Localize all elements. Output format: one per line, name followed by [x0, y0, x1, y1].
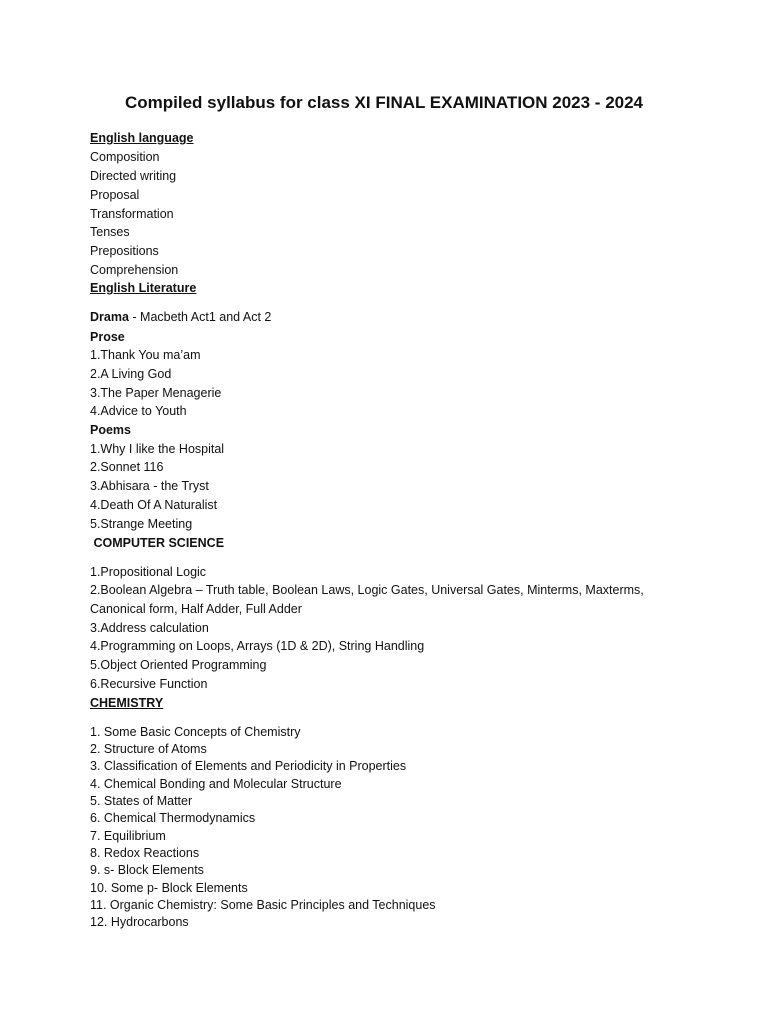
list-item: 3.Address calculation: [90, 621, 209, 635]
poems-label: Poems: [90, 423, 131, 437]
list-item: Prepositions: [90, 244, 159, 258]
list-item: 2.A Living God: [90, 367, 172, 381]
drama-text: - Macbeth Act1 and Act 2: [128, 310, 272, 324]
list-item: 4.Programming on Loops, Arrays (1D & 2D), String Handling: [90, 639, 425, 653]
list-item: 7. Equilibrium: [90, 829, 166, 843]
list-item: Directed writing: [90, 169, 177, 183]
list-item: 5.Strange Meeting: [90, 517, 193, 531]
document-title: Compiled syllabus for class XI FINAL EXAMINATION 2023 - 2024: [124, 93, 644, 112]
list-item: 3. Classification of Elements and Periodicity in Properties: [90, 759, 407, 773]
list-item: 3.The Paper Menagerie: [90, 386, 222, 400]
list-item: Tenses: [90, 225, 130, 239]
prose-label: Prose: [90, 330, 125, 344]
list-item: 4.Death Of A Naturalist: [90, 498, 218, 512]
list-item: 6. Chemical Thermodynamics: [90, 811, 256, 825]
list-item: 2.Sonnet 116: [90, 460, 164, 474]
list-item: 1.Thank You ma’am: [90, 348, 201, 362]
list-item: 1. Some Basic Concepts of Chemistry: [90, 725, 301, 739]
list-item: 4. Chemical Bonding and Molecular Structure: [90, 777, 342, 791]
drama-label: Drama: [90, 310, 129, 324]
computer-science-heading: COMPUTER SCIENCE: [90, 536, 225, 550]
list-item: 3.Abhisara - the Tryst: [90, 479, 209, 493]
list-item: 10. Some p- Block Elements: [90, 881, 248, 895]
list-item: Proposal: [90, 188, 140, 202]
list-item: Comprehension: [90, 263, 179, 277]
list-item: Composition: [90, 150, 160, 164]
english-language-heading: English language: [90, 131, 194, 145]
list-item: 2. Structure of Atoms: [90, 742, 207, 756]
list-item: Transformation: [90, 207, 174, 221]
list-item: Canonical form, Half Adder, Full Adder: [90, 602, 302, 616]
chemistry-heading: CHEMISTRY: [90, 696, 164, 710]
list-item: 12. Hydrocarbons: [90, 915, 189, 929]
list-item: 1.Propositional Logic: [90, 565, 207, 579]
list-item: 8. Redox Reactions: [90, 846, 200, 860]
list-item: 1.Why I like the Hospital: [90, 442, 225, 456]
list-item: 9. s- Block Elements: [90, 863, 204, 877]
list-item: 11. Organic Chemistry: Some Basic Principles and Techniques: [90, 898, 436, 912]
list-item: 5. States of Matter: [90, 794, 193, 808]
english-literature-heading: English Literature: [90, 281, 197, 295]
list-item: 4.Advice to Youth: [90, 404, 187, 418]
list-item: 2.Boolean Algebra – Truth table, Boolean Laws, Logic Gates, Universal Gates, Minterms, Maxterms,: [90, 583, 644, 597]
list-item: 6.Recursive Function: [90, 677, 208, 691]
drama-line: [90, 309, 271, 325]
list-item: 5.Object Oriented Programming: [90, 658, 267, 672]
